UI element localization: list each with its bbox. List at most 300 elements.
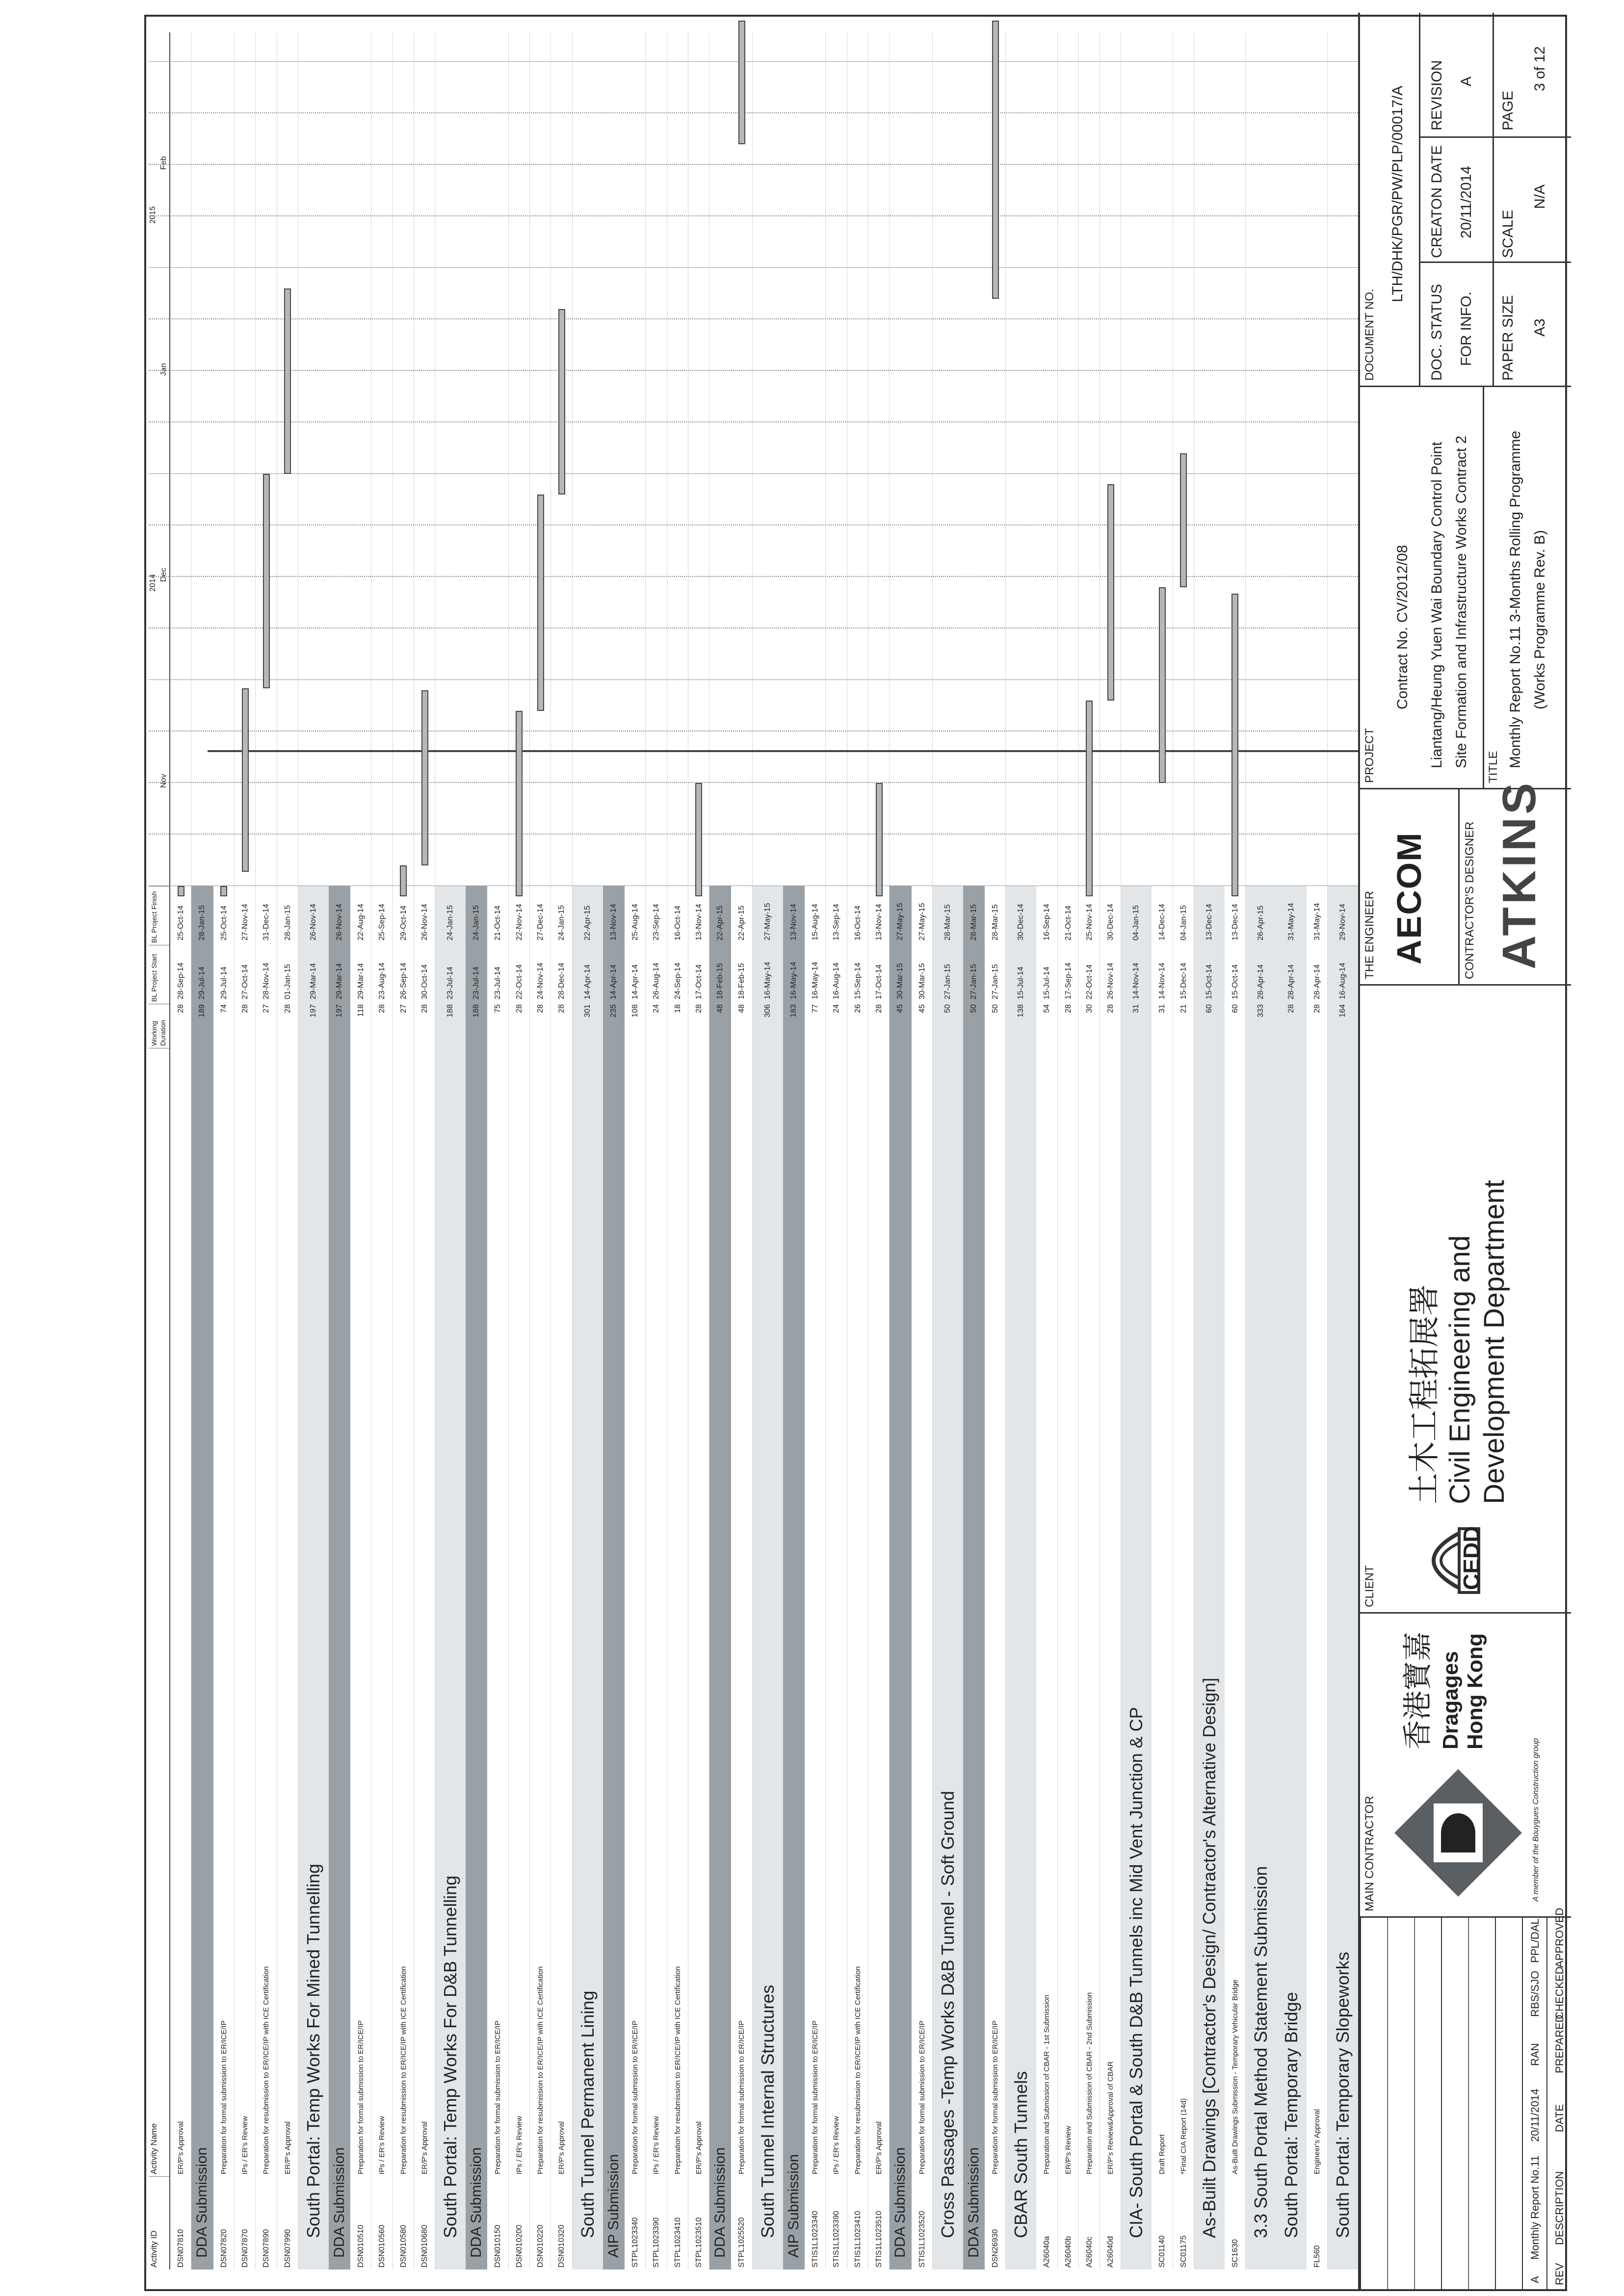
activity-name: DDA Submission <box>468 2147 485 2258</box>
activity-name: South Portal: Temporary Bridge <box>1281 1992 1301 2238</box>
start-date: 27-Oct-14 <box>240 964 249 999</box>
activity-id: STIS1L1023510 <box>874 2211 883 2268</box>
activity-row <box>688 32 709 2270</box>
week-gridline <box>149 112 1358 113</box>
header-activity-id: Activity ID <box>149 2176 169 2270</box>
finish-date: 23-Sep-14 <box>652 904 661 940</box>
activity-name: Preparation for formal submission to ER/ICE/IP <box>991 2020 1000 2174</box>
activity-row <box>667 32 688 2270</box>
activity-id: STPL1023410 <box>673 2217 682 2268</box>
activity-name: South Portal: Temp Works For D&B Tunnelling <box>440 1875 461 2238</box>
document-info-box: DOCUMENT NO. LTH/DHK/PGR/PW/PLP/00017/A DOC. STATUS FOR INFO. CREATON DATE 20/11/2014 REVISION A PAPER SIZE A3 SCALE N/A PAGE 3 of 12 <box>1360 13 1571 386</box>
duration: 28 <box>1106 1004 1115 1013</box>
finish-date: 27-May-15 <box>763 903 772 940</box>
activity-id: DSN07870 <box>240 2229 249 2268</box>
activity-name: IPs / ER's Review <box>652 2116 661 2174</box>
activity-id: DSN07820 <box>219 2229 228 2268</box>
finish-date: 26-Nov-14 <box>335 904 343 940</box>
activity-row <box>868 32 890 2270</box>
finish-date: 25-Oct-14 <box>219 905 228 940</box>
gantt-bar <box>1086 701 1093 896</box>
duration: 48 <box>716 1004 725 1013</box>
activity-row <box>1225 32 1246 2270</box>
week-gridline <box>149 164 1358 165</box>
start-date: 28-Apr-14 <box>1257 964 1265 999</box>
gantt-bar <box>1180 453 1187 587</box>
start-date: 29-Mar-14 <box>357 963 366 999</box>
start-date: 16-May-14 <box>789 962 798 999</box>
wbs-row <box>1006 886 1036 2270</box>
activity-id: A26040c <box>1085 2236 1094 2268</box>
week-gridline <box>149 421 1358 422</box>
duration: 188 <box>472 1004 481 1018</box>
start-date: 30-Mar-15 <box>917 963 926 999</box>
duration: 26 <box>853 1004 862 1013</box>
title-block <box>1358 13 1571 2289</box>
wbs-row <box>435 886 466 2270</box>
wbs-row <box>783 886 805 2270</box>
month-gridline <box>149 679 1358 680</box>
activity-id: A26040b <box>1064 2236 1073 2268</box>
month-gridline <box>149 61 1358 62</box>
main-contractor-box: MAIN CONTRACTOR 香港寶嘉 Dragages Hong Kong A member of the Bouygues Construction group <box>1360 1612 1571 1916</box>
start-date: 26-Sep-14 <box>399 963 408 999</box>
finish-date: 24-Jan-15 <box>557 905 566 940</box>
finish-date: 22-Nov-14 <box>515 904 524 940</box>
activity-name: ER/P's Review <box>1064 2126 1073 2174</box>
gantt-bar <box>284 288 291 474</box>
duration: 108 <box>630 1004 639 1018</box>
duration: 74 <box>219 1004 228 1013</box>
duration: 28 <box>420 1004 429 1013</box>
activity-row <box>1152 32 1173 2270</box>
header-finish: BL Project Finish <box>149 886 169 945</box>
start-date: 14-Apr-14 <box>630 964 639 999</box>
finish-date: 30-Dec-14 <box>1106 904 1115 940</box>
wbs-row <box>466 886 487 2270</box>
duration: 50 <box>943 1004 952 1013</box>
wbs-row <box>1276 886 1307 2270</box>
finish-date: 31-Dec-14 <box>262 904 271 940</box>
start-date: 15-Sep-14 <box>853 963 862 999</box>
duration: 24 <box>652 1004 661 1013</box>
duration: 27 <box>262 1004 271 1013</box>
duration: 60 <box>1231 1004 1239 1013</box>
activity-name: Preparation for formal submission to ER/ICE/IP <box>737 2020 746 2174</box>
finish-date: 13-Nov-14 <box>609 904 618 940</box>
activity-name: AIP Submission <box>785 2154 802 2258</box>
activity-name: ER/P's Approval <box>283 2121 292 2174</box>
start-date: 14-Nov-14 <box>1158 963 1167 999</box>
duration: 28 <box>874 1004 883 1013</box>
drawing-frame <box>144 15 1567 2291</box>
finish-date: 26-Nov-14 <box>420 904 429 940</box>
duration: 45 <box>917 1004 926 1013</box>
activity-name: CBAR South Tunnels <box>1011 2071 1031 2238</box>
week-gridline <box>149 834 1358 835</box>
wbs-row <box>1246 886 1276 2270</box>
start-date: 15-Oct-14 <box>1231 964 1239 999</box>
gantt-bar <box>1231 594 1238 896</box>
duration: 28 <box>240 1004 249 1013</box>
activity-id: DSN010560 <box>378 2224 387 2268</box>
gantt-bar <box>220 886 227 896</box>
activity-name: ER/P's Approval <box>557 2121 566 2174</box>
finish-date: 13-Nov-14 <box>789 904 798 940</box>
duration: 333 <box>1257 1004 1265 1018</box>
activity-name: DDA Submission <box>892 2147 909 2258</box>
activity-id: DSN010320 <box>557 2224 566 2268</box>
finish-date: 25-Nov-14 <box>1085 904 1094 940</box>
gantt-bar <box>242 688 249 872</box>
activity-row <box>826 32 847 2270</box>
header-activity-name: Activity Name <box>149 1048 169 2176</box>
start-date: 30-Oct-14 <box>420 964 429 999</box>
finish-date: 04-Jan-15 <box>1132 905 1141 940</box>
activity-name: ER/P's Approval <box>177 2121 185 2174</box>
duration: 188 <box>446 1004 455 1018</box>
start-date: 17-Sep-14 <box>1064 963 1073 999</box>
start-date: 26-Nov-14 <box>1106 963 1115 999</box>
finish-date: 28-Mar-15 <box>943 904 952 940</box>
activity-name: CIA- South Portal & South D&B Tunnels inc Mid Vent Junction & CP <box>1126 1707 1147 2238</box>
finish-date: 21-Oct-14 <box>1064 905 1073 940</box>
duration: 21 <box>1179 1004 1188 1013</box>
activity-row <box>805 32 826 2270</box>
activity-id: A26040a <box>1043 2236 1051 2268</box>
duration: 28 <box>378 1004 387 1013</box>
activity-name: IPs / ER's Review <box>515 2116 524 2174</box>
wbs-row <box>1121 886 1152 2270</box>
finish-date: 28-Mar-15 <box>991 904 1000 940</box>
activity-name: Preparation and Submission of CBAR - 1st Submission <box>1043 1994 1051 2174</box>
activity-row <box>213 32 235 2270</box>
wbs-row <box>890 886 911 2270</box>
activity-id: DSN010510 <box>357 2224 366 2268</box>
gantt-bar <box>421 690 428 865</box>
activity-row <box>1036 32 1057 2270</box>
activity-id: DSN010220 <box>536 2224 545 2268</box>
activity-row <box>646 32 667 2270</box>
start-date: 24-Sep-14 <box>673 963 682 999</box>
activity-id: DSN07990 <box>283 2229 292 2268</box>
activity-id: DSN07890 <box>262 2229 271 2268</box>
duration: 183 <box>789 1004 798 1018</box>
start-date: 16-May-14 <box>811 962 819 999</box>
finish-date: 25-Sep-14 <box>378 904 387 940</box>
header-start: BL Project Start <box>149 945 169 1004</box>
revision-grid <box>1360 1916 1522 2289</box>
start-date: 17-Oct-14 <box>694 964 703 999</box>
finish-date: 24-Jan-15 <box>472 905 481 940</box>
start-date: 14-Apr-14 <box>583 964 592 999</box>
activity-row <box>256 32 277 2270</box>
month-nov: Nov <box>159 774 168 788</box>
start-date: 18-Feb-15 <box>737 963 746 999</box>
activity-name: Preparation for resubmission to ER/ICE/IP with ICE Certification <box>399 1966 408 2174</box>
project-box: PROJECT Contract No. CV/2012/08 Liantang/Heung Yuen Wai Boundary Control Point Site Formation and Infrastructure Works Contract 2 TITLE Monthly Report No.11 3-Months Rolling Programme (Works Programme Rev. B) <box>1360 386 1571 788</box>
activity-id: STIS1L1023410 <box>853 2211 862 2268</box>
week-gridline <box>149 576 1358 577</box>
start-date: 14-Nov-14 <box>1132 963 1141 999</box>
duration: 28 <box>694 1004 703 1013</box>
activity-id: STPL1023390 <box>652 2217 661 2268</box>
client-box: CLIENT CEDD 土木工程拓展署 Civil Engineering and Development Department <box>1360 984 1571 1612</box>
finish-date: 27-Dec-14 <box>536 904 545 940</box>
duration: 189 <box>198 1004 207 1018</box>
duration: 164 <box>1338 1004 1347 1018</box>
gantt-bar <box>695 783 702 896</box>
start-date: 15-Oct-14 <box>1205 964 1213 999</box>
start-date: 28-Dec-14 <box>557 963 566 999</box>
year-2014: 2014 <box>149 574 157 592</box>
gantt-bar <box>516 711 523 896</box>
year-2015: 2015 <box>149 206 157 224</box>
week-gridline <box>149 627 1358 628</box>
duration: 50 <box>991 1004 1000 1013</box>
start-date: 29-Mar-14 <box>309 963 317 999</box>
activity-name: Preparation for resubmission to ER/ICE/IP with ICE Certification <box>536 1966 545 2174</box>
activity-name: South Tunnel Internal Structures <box>757 1984 778 2238</box>
duration: 31 <box>1158 1004 1167 1013</box>
wbs-row <box>298 886 329 2270</box>
activity-name: Preparation for formal submission to ER/ICE/IP <box>630 2020 639 2174</box>
start-date: 18-Feb-15 <box>716 963 725 999</box>
wbs-row <box>1328 886 1358 2270</box>
finish-date: 28-Jan-15 <box>283 905 292 940</box>
start-date: 22-Oct-14 <box>1085 964 1094 999</box>
activity-row <box>985 32 1006 2270</box>
activity-name: Preparation for resubmission to ER/ICE/IP with ICE Certification <box>673 1966 682 2174</box>
week-gridline <box>149 370 1358 371</box>
activity-name: As-Built Drawings [Contractor's Design/ Contractor's Alternative Design] <box>1199 1677 1219 2238</box>
finish-date: 22-Apr-15 <box>716 905 725 940</box>
duration: 18 <box>673 1004 682 1013</box>
start-date: 17-Oct-14 <box>874 964 883 999</box>
gantt-bar <box>558 309 565 495</box>
finish-date: 30-Dec-14 <box>1017 904 1025 940</box>
revision-header: REV DESCRIPTION DATE PREPARED CHECKED APPROVED <box>1546 1916 1572 2289</box>
activity-name: Draft Report <box>1158 2134 1167 2174</box>
activity-id: STPL1023340 <box>630 2217 639 2268</box>
activity-name: DDA Submission <box>965 2147 982 2258</box>
duration: 30 <box>1085 1004 1094 1013</box>
activity-id: DSN26930 <box>991 2229 1000 2268</box>
duration: 235 <box>609 1004 618 1018</box>
finish-date: 22-Aug-14 <box>357 904 366 940</box>
start-date: 26-Aug-14 <box>652 963 661 999</box>
activity-row <box>170 32 191 2270</box>
activity-name: Preparation for formal submission to ER/ICE/IP <box>917 2020 926 2174</box>
finish-date: 26-Apr-15 <box>1257 905 1265 940</box>
duration: 138 <box>1017 1004 1025 1018</box>
activity-name: Preparation for formal submission to ER/ICE/IP <box>494 2020 502 2174</box>
start-date: 28-Nov-14 <box>262 963 271 999</box>
duration: 54 <box>1043 1004 1051 1013</box>
finish-date: 16-Oct-14 <box>853 905 862 940</box>
duration: 28 <box>536 1004 545 1013</box>
finish-date: 13-Sep-14 <box>832 904 841 940</box>
activity-row <box>1079 32 1100 2270</box>
finish-date: 28-Jan-15 <box>198 905 207 940</box>
start-date: 29-Jul-14 <box>219 966 228 999</box>
activity-name: Cross Passages -Temp Works D&B Tunnel - Soft Ground <box>937 1791 958 2238</box>
activity-name: South Portal: Temporary Slopeworks <box>1333 1952 1353 2238</box>
activity-name: IPs / ER's Review <box>240 2116 249 2174</box>
finish-date: 14-Dec-14 <box>1158 904 1167 940</box>
activity-row <box>912 32 933 2270</box>
duration: 28 <box>557 1004 566 1013</box>
week-gridline <box>149 318 1358 319</box>
gantt-bar <box>1107 484 1114 701</box>
wbs-row <box>1194 886 1225 2270</box>
schedule-table <box>149 32 1358 2270</box>
finish-date: 22-Apr-15 <box>583 905 592 940</box>
activity-id: STPL1023510 <box>694 2217 703 2268</box>
activity-row <box>847 32 868 2270</box>
activity-name: As-Built Drawings Submission - Temporary Vehicular Bridge <box>1231 1979 1239 2174</box>
activity-name: Preparation for formal submission to ER/ICE/IP <box>357 2020 366 2174</box>
finish-date: 15-Aug-14 <box>811 904 819 940</box>
finish-date: 27-May-15 <box>917 903 926 940</box>
activity-id: SC01140 <box>1158 2235 1167 2268</box>
gantt-bar <box>178 886 184 896</box>
wbs-row <box>191 886 213 2270</box>
finish-date: 28-Mar-15 <box>969 904 978 940</box>
activity-name: Preparation for resubmission to ER/ICE/IP with ICE Certification <box>853 1966 862 2174</box>
activity-name: IPs / ER's Review <box>832 2116 841 2174</box>
wbs-row <box>573 886 603 2270</box>
duration: 28 <box>1286 1004 1295 1013</box>
activity-name: DDA Submission <box>194 2147 210 2258</box>
gantt-bar <box>537 495 544 711</box>
duration: 31 <box>1132 1004 1141 1013</box>
week-gridline <box>149 215 1358 216</box>
finish-date: 24-Jan-15 <box>446 905 455 940</box>
wbs-row <box>603 886 625 2270</box>
finish-date: 31-May-14 <box>1286 903 1295 940</box>
duration: 28 <box>1312 1004 1321 1013</box>
activity-name: ER/P's Review&Approval of CBAR <box>1106 2061 1115 2174</box>
activity-id: SC1630 <box>1231 2239 1239 2268</box>
wbs-row <box>753 886 783 2270</box>
month-jan: Jan <box>159 363 168 376</box>
table-header <box>149 32 171 2270</box>
activity-name: DDA Submission <box>331 2147 347 2258</box>
activity-name: Engineer's Approval <box>1312 2109 1321 2174</box>
finish-date: 27-May-15 <box>896 903 905 940</box>
start-date: 23-Jul-14 <box>494 966 502 999</box>
duration: 28 <box>283 1004 292 1013</box>
activity-id: SC01175 <box>1179 2235 1188 2268</box>
duration: 301 <box>583 1004 592 1018</box>
activity-name: Preparation for resubmission to ER/ICE/IP with ICE Certification <box>262 1966 271 2174</box>
month-gridline <box>149 267 1358 268</box>
activity-id: STIS1L1023390 <box>832 2211 841 2268</box>
activity-id: DSN010200 <box>515 2224 524 2268</box>
activity-name: ER/P's Approval <box>420 2121 429 2174</box>
dragages-logo <box>1389 1764 1527 1902</box>
duration: 27 <box>399 1004 408 1013</box>
activity-row <box>1173 32 1194 2270</box>
gantt-bar <box>738 21 745 144</box>
activity-name: ER/P's Approval <box>874 2121 883 2174</box>
start-date: 16-May-14 <box>763 962 772 999</box>
revision-table <box>1360 1907 1571 2289</box>
activity-id: DSN010580 <box>399 2224 408 2268</box>
finish-date: 13-Dec-14 <box>1231 904 1239 940</box>
activity-id: DSN010680 <box>420 2224 429 2268</box>
activity-id: DSN07810 <box>177 2229 185 2268</box>
start-date: 27-Jan-15 <box>943 964 952 999</box>
activity-row <box>371 32 393 2270</box>
start-date: 28-Apr-14 <box>1286 964 1295 999</box>
activity-row <box>393 32 414 2270</box>
activity-row <box>235 32 256 2270</box>
finish-date: 16-Sep-14 <box>1043 904 1051 940</box>
gantt-bar <box>263 474 270 688</box>
gantt-bar <box>992 21 999 299</box>
start-date: 23-Jul-14 <box>446 966 455 999</box>
finish-date: 27-Nov-14 <box>240 904 249 940</box>
start-date: 23-Jul-14 <box>472 966 481 999</box>
activity-name: *Final CIA Report (14d) <box>1179 2098 1188 2174</box>
activity-name: ER/P's Approval <box>694 2121 703 2174</box>
wbs-row <box>933 886 963 2270</box>
finish-date: 22-Apr-15 <box>737 905 746 940</box>
week-gridline <box>149 782 1358 783</box>
finish-date: 25-Oct-14 <box>177 905 185 940</box>
duration: 28 <box>515 1004 524 1013</box>
start-date: 24-Nov-14 <box>536 963 545 999</box>
header-duration: Working Duration <box>149 1004 169 1048</box>
finish-date: 13-Nov-14 <box>694 904 703 940</box>
wbs-row <box>963 886 985 2270</box>
start-date: 23-Aug-14 <box>378 963 387 999</box>
start-date: 28-Apr-14 <box>1312 964 1321 999</box>
duration: 75 <box>494 1004 502 1013</box>
gantt-bar <box>400 865 407 896</box>
duration: 45 <box>896 1004 905 1013</box>
activity-row <box>1058 32 1079 2270</box>
start-date: 27-Jan-15 <box>969 964 978 999</box>
activity-row <box>509 32 530 2270</box>
activity-name: DDA Submission <box>712 2147 729 2258</box>
engineer-box: THE ENGINEER AECOM CONTRACTOR'S DESIGNER ATKINS <box>1360 788 1571 984</box>
activity-id: FL560 <box>1312 2245 1321 2268</box>
duration: 197 <box>309 1004 317 1018</box>
activity-row <box>350 32 371 2270</box>
activity-id: A26040d <box>1106 2236 1115 2268</box>
start-date: 15-Jul-14 <box>1017 966 1025 999</box>
week-gridline <box>149 524 1358 525</box>
start-date: 16-Aug-14 <box>832 963 841 999</box>
activity-name: 3.3 South Portal Method Statement Submission <box>1251 1866 1271 2238</box>
start-date: 27-Jan-15 <box>991 964 1000 999</box>
activity-row <box>731 32 752 2270</box>
start-date: 15-Jul-14 <box>1043 966 1051 999</box>
data-date-line <box>208 750 1359 752</box>
gantt-bar <box>1159 587 1166 783</box>
activity-name: Preparation and Submission of CBAR - 2nd Submission <box>1085 1992 1094 2174</box>
start-date: 30-Mar-15 <box>896 963 905 999</box>
finish-date: 21-Oct-14 <box>494 905 502 940</box>
activity-row <box>1100 32 1121 2270</box>
finish-date: 04-Jan-15 <box>1179 905 1188 940</box>
start-date: 22-Oct-14 <box>515 964 524 999</box>
start-date: 15-Dec-14 <box>1179 963 1188 999</box>
activity-row <box>1307 32 1328 2270</box>
